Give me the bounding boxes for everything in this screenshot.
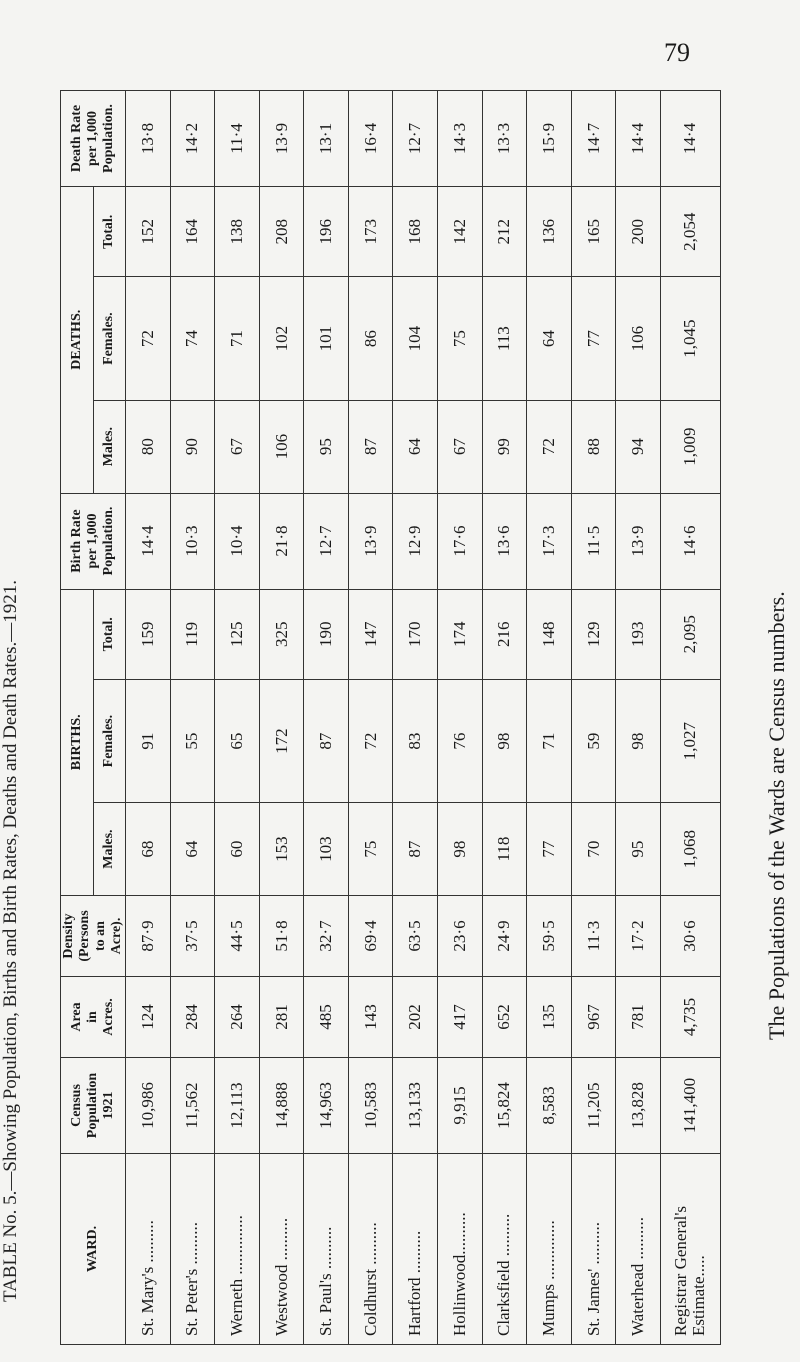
births-females: 172 (259, 679, 304, 802)
births-total: 216 (482, 589, 527, 679)
death-rate: 13·9 (259, 91, 304, 187)
births-total: 193 (616, 589, 661, 679)
vital-statistics-table (60, 90, 721, 1345)
header-births-total: Total. (93, 589, 126, 679)
deaths-males: 90 (170, 400, 215, 493)
deaths-males: 88 (571, 400, 616, 493)
table-row (482, 91, 527, 1345)
birth-rate: 17·3 (527, 493, 572, 589)
area: 4,735 (660, 977, 720, 1058)
census-population: 10,986 (126, 1058, 171, 1154)
births-total: 2,095 (660, 589, 720, 679)
table-caption-text: TABLE No. 5.—Showing Population, Births and Birth Rates, Deaths and Death Rates.—1921. (0, 580, 21, 1302)
density: 24·9 (482, 896, 527, 977)
births-males: 98 (438, 803, 483, 896)
deaths-total: 164 (170, 187, 215, 278)
ward-name: St. Peter's .......... (170, 1154, 215, 1345)
table-row (393, 91, 438, 1345)
birth-rate: 21·8 (259, 493, 304, 589)
deaths-females: 74 (170, 277, 215, 400)
deaths-females: 86 (348, 277, 393, 400)
births-males: 95 (616, 803, 661, 896)
births-males: 103 (304, 803, 349, 896)
deaths-females: 75 (438, 277, 483, 400)
deaths-females: 113 (482, 277, 527, 400)
death-rate: 14·4 (616, 91, 661, 187)
header-ward: WARD. (61, 1154, 126, 1345)
ward-name: St. Mary's .......... (126, 1154, 171, 1345)
deaths-females: 72 (126, 277, 171, 400)
table-row (215, 91, 260, 1345)
density: 63·5 (393, 896, 438, 977)
rotated-table-container (60, 90, 709, 1345)
ward-name: Hollinwood.......... (438, 1154, 483, 1345)
births-females: 98 (616, 679, 661, 802)
area: 202 (393, 977, 438, 1058)
density: 23·6 (438, 896, 483, 977)
birth-rate: 13·9 (348, 493, 393, 589)
header-deaths: DEATHS. (61, 187, 94, 494)
header-area: Area in Acres. (61, 977, 126, 1058)
area: 967 (571, 977, 616, 1058)
deaths-males: 1,009 (660, 400, 720, 493)
deaths-females: 64 (527, 277, 572, 400)
births-females: 72 (348, 679, 393, 802)
deaths-total: 200 (616, 187, 661, 278)
deaths-females: 101 (304, 277, 349, 400)
birth-rate: 14·4 (126, 493, 171, 589)
death-rate: 13·8 (126, 91, 171, 187)
table-row (571, 91, 616, 1345)
births-total: 325 (259, 589, 304, 679)
ward-name: Clarksfield .......... (482, 1154, 527, 1345)
deaths-total: 152 (126, 187, 171, 278)
death-rate: 14·3 (438, 91, 483, 187)
deaths-females: 104 (393, 277, 438, 400)
density: 32·7 (304, 896, 349, 977)
births-females: 87 (304, 679, 349, 802)
birth-rate: 14·6 (660, 493, 720, 589)
census-population: 8,583 (527, 1058, 572, 1154)
ward-name: St. Paul's .......... (304, 1154, 349, 1345)
death-rate: 13·1 (304, 91, 349, 187)
deaths-total: 2,054 (660, 187, 720, 278)
death-rate: 12·7 (393, 91, 438, 187)
births-males: 68 (126, 803, 171, 896)
header-births-males: Males. (93, 803, 126, 896)
density: 87·9 (126, 896, 171, 977)
births-total: 147 (348, 589, 393, 679)
table-row-total (660, 91, 720, 1345)
births-females: 55 (170, 679, 215, 802)
table-row (616, 91, 661, 1345)
header-density: Density (Persons to an Acre). (61, 896, 126, 977)
deaths-males: 67 (215, 400, 260, 493)
births-females: 65 (215, 679, 260, 802)
birth-rate: 12·7 (304, 493, 349, 589)
ward-name: Werneth .............. (215, 1154, 260, 1345)
birth-rate: 10·4 (215, 493, 260, 589)
births-males: 60 (215, 803, 260, 896)
table-row (348, 91, 393, 1345)
census-population: 141,400 (660, 1058, 720, 1154)
census-population: 9,915 (438, 1058, 483, 1154)
birth-rate: 17·6 (438, 493, 483, 589)
births-males: 153 (259, 803, 304, 896)
births-total: 148 (527, 589, 572, 679)
births-females: 71 (527, 679, 572, 802)
death-rate: 11·4 (215, 91, 260, 187)
table-row (438, 91, 483, 1345)
birth-rate: 13·6 (482, 493, 527, 589)
birth-rate: 13·9 (616, 493, 661, 589)
births-total: 159 (126, 589, 171, 679)
ward-name: Mumps .............. (527, 1154, 572, 1345)
density: 44·5 (215, 896, 260, 977)
table-row (126, 91, 171, 1345)
census-population: 11,205 (571, 1058, 616, 1154)
deaths-males: 80 (126, 400, 171, 493)
deaths-males: 95 (304, 400, 349, 493)
census-population: 11,562 (170, 1058, 215, 1154)
page-number: 79 (664, 38, 690, 67)
header-deaths-females: Females. (93, 277, 126, 400)
area: 781 (616, 977, 661, 1058)
area: 264 (215, 977, 260, 1058)
footnote-text: The Populations of the Wards are Census numbers. (764, 591, 789, 1040)
births-females: 83 (393, 679, 438, 802)
table-caption (0, 0, 22, 1362)
births-females: 1,027 (660, 679, 720, 802)
births-total: 174 (438, 589, 483, 679)
area: 284 (170, 977, 215, 1058)
births-total: 170 (393, 589, 438, 679)
ward-name: Hartford .......... (393, 1154, 438, 1345)
density: 51·8 (259, 896, 304, 977)
ward-name: Waterhead .......... (616, 1154, 661, 1345)
deaths-total: 173 (348, 187, 393, 278)
header-deaths-total: Total. (93, 187, 126, 278)
ward-name: Coldhurst .......... (348, 1154, 393, 1345)
deaths-total: 136 (527, 187, 572, 278)
births-males: 75 (348, 803, 393, 896)
deaths-females: 102 (259, 277, 304, 400)
deaths-total: 165 (571, 187, 616, 278)
deaths-total: 208 (259, 187, 304, 278)
header-deaths-males: Males. (93, 400, 126, 493)
death-rate: 14·2 (170, 91, 215, 187)
density: 59·5 (527, 896, 572, 977)
area: 124 (126, 977, 171, 1058)
header-births: BIRTHS. (61, 589, 94, 895)
deaths-males: 72 (527, 400, 572, 493)
death-rate: 16·4 (348, 91, 393, 187)
density: 11·3 (571, 896, 616, 977)
births-total: 190 (304, 589, 349, 679)
deaths-total: 138 (215, 187, 260, 278)
census-population: 14,888 (259, 1058, 304, 1154)
table-row (304, 91, 349, 1345)
births-males: 118 (482, 803, 527, 896)
births-total: 129 (571, 589, 616, 679)
census-population: 15,824 (482, 1058, 527, 1154)
density: 30·6 (660, 896, 720, 977)
header-census-population: Census Population 1921 (61, 1058, 126, 1154)
births-females: 98 (482, 679, 527, 802)
ward-name: Registrar General's Estimate..... (660, 1154, 720, 1345)
births-females: 91 (126, 679, 171, 802)
births-males: 1,068 (660, 803, 720, 896)
table-row (527, 91, 572, 1345)
footnote (762, 0, 792, 1362)
table-row (259, 91, 304, 1345)
birth-rate: 10·3 (170, 493, 215, 589)
header-births-females: Females. (93, 679, 126, 802)
census-population: 13,133 (393, 1058, 438, 1154)
deaths-females: 77 (571, 277, 616, 400)
area: 281 (259, 977, 304, 1058)
deaths-females: 1,045 (660, 277, 720, 400)
area: 143 (348, 977, 393, 1058)
ward-name: Westwood .......... (259, 1154, 304, 1345)
deaths-males: 106 (259, 400, 304, 493)
density: 69·4 (348, 896, 393, 977)
death-rate: 14·4 (660, 91, 720, 187)
density: 37·5 (170, 896, 215, 977)
births-females: 59 (571, 679, 616, 802)
deaths-males: 99 (482, 400, 527, 493)
deaths-females: 106 (616, 277, 661, 400)
births-total: 125 (215, 589, 260, 679)
deaths-males: 94 (616, 400, 661, 493)
births-females: 76 (438, 679, 483, 802)
density: 17·2 (616, 896, 661, 977)
births-males: 77 (527, 803, 572, 896)
census-population: 14,963 (304, 1058, 349, 1154)
deaths-total: 212 (482, 187, 527, 278)
table-row (170, 91, 215, 1345)
deaths-total: 196 (304, 187, 349, 278)
deaths-males: 64 (393, 400, 438, 493)
death-rate: 14·7 (571, 91, 616, 187)
births-total: 119 (170, 589, 215, 679)
deaths-total: 168 (393, 187, 438, 278)
death-rate: 15·9 (527, 91, 572, 187)
birth-rate: 11·5 (571, 493, 616, 589)
area: 652 (482, 977, 527, 1058)
area: 135 (527, 977, 572, 1058)
deaths-total: 142 (438, 187, 483, 278)
census-population: 10,583 (348, 1058, 393, 1154)
area: 485 (304, 977, 349, 1058)
death-rate: 13·3 (482, 91, 527, 187)
census-population: 13,828 (616, 1058, 661, 1154)
area: 417 (438, 977, 483, 1058)
birth-rate: 12·9 (393, 493, 438, 589)
deaths-males: 67 (438, 400, 483, 493)
deaths-females: 71 (215, 277, 260, 400)
census-population: 12,113 (215, 1058, 260, 1154)
header-death-rate: Death Rate per 1,000 Population. (61, 91, 126, 187)
births-males: 87 (393, 803, 438, 896)
births-males: 70 (571, 803, 616, 896)
deaths-males: 87 (348, 400, 393, 493)
ward-name: St. James' .......... (571, 1154, 616, 1345)
births-males: 64 (170, 803, 215, 896)
header-birth-rate: Birth Rate per 1,000 Population. (61, 493, 126, 589)
